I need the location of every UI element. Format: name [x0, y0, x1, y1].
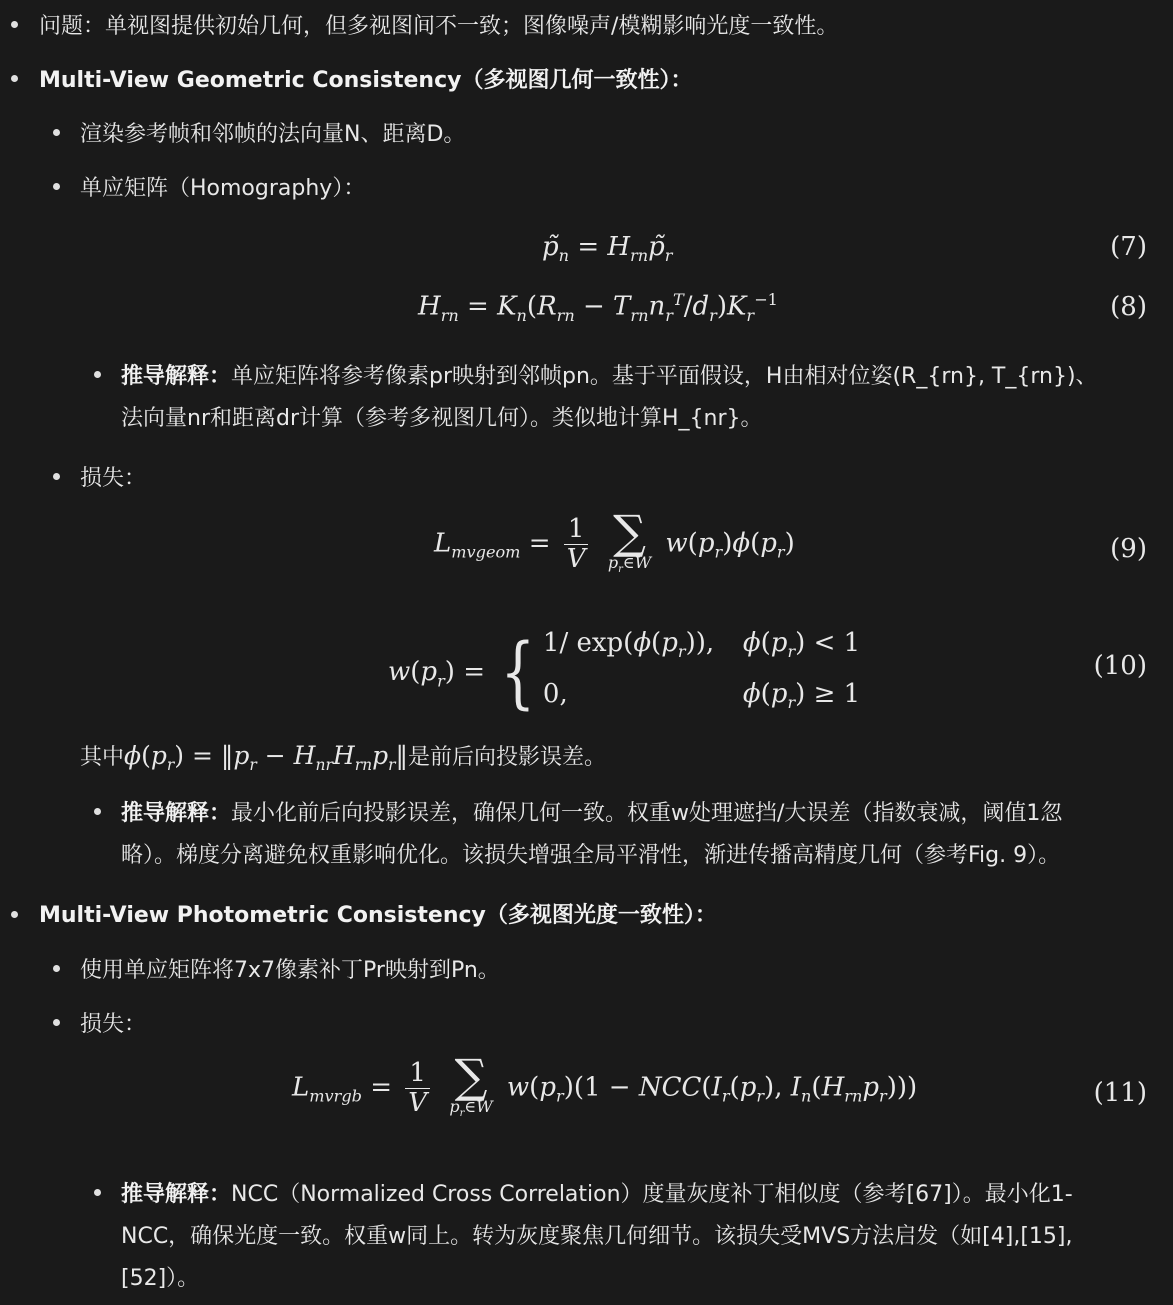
equation-number-7: (7)	[1110, 232, 1147, 262]
case-2-value: 0,	[542, 679, 568, 710]
equation-8: $H_{rn} = K_n(R_{rn} - T_{rn}n_r^T/d_r)K_r^{-1}$	[418, 290, 778, 325]
geo-loss-text: 损失：	[80, 466, 147, 491]
geo-render-text: 渲染参考帧和邻帧的法向量N、距离D。	[80, 122, 466, 147]
geo-explanation-1: 推导解释：单应矩阵将参考像素pr映射到邻帧pn。基于平面假设，H由相对位姿(R_{rn}, T_{rn})、	[121, 364, 1098, 389]
bullet-dot	[53, 1019, 60, 1026]
geo-explanation-1-cont: 法向量nr和距离dr计算（参考多视图几何）。类似地计算H_{nr}。	[121, 406, 763, 431]
equation-number-9: (9)	[1110, 534, 1147, 564]
bullet-dot	[53, 965, 60, 972]
photo-heading: Multi-View Photometric Consistency（多视图光度一致性）：	[39, 903, 717, 928]
bullet-dot	[94, 371, 101, 378]
problem-text: 问题：单视图提供初始几何，但多视图间不一致；图像噪声/模糊影响光度一致性。	[39, 14, 839, 39]
bullet-dot	[11, 911, 18, 918]
bullet-dot	[94, 808, 101, 815]
equation-number-10: (10)	[1093, 651, 1147, 681]
geo-explanation-2-cont: 略）。梯度分离避免权重影响优化。该损失增强全局平滑性，渐进传播高精度几何（参考Fig. 9）。	[121, 843, 1061, 868]
equation-number-8: (8)	[1110, 292, 1147, 322]
photo-explanation-cont-1: NCC，确保光度一致。权重w同上。转为灰度聚焦几何细节。该损失受MVS方法启发（如[4],[15],	[121, 1224, 1073, 1249]
equation-7: $p̃_n$ = $H_{rn}p̃_r$	[542, 232, 673, 266]
photo-explanation-cont-2: [52]）。	[121, 1266, 200, 1291]
equation-9: $L_{mvgeom}$ = $\frac{1}{V}$ ∑ $p_r\in W$ $w(p_r)\phi(p_r)$	[434, 505, 795, 576]
bullet-dot	[53, 129, 60, 136]
geo-explanation-2: 推导解释：最小化前后向投影误差，确保几何一致。权重w处理遮挡/大误差（指数衰减，阈值1忽	[121, 801, 1063, 826]
equation-11: $L_{mvrgb}$ = $\frac{1}{V}$ ∑ $p_r\in W$ $w(p_r)(1 - NCC(I_r(p_r)$, $I_n(H_{rn}p_r)$))	[292, 1049, 918, 1120]
where-line: 其中$\phi(p_r)$ = $‖p_r$ − $H_{nr}H_{rn}p_r‖$是前后向投影误差。	[80, 741, 607, 774]
bullet-dot	[94, 1189, 101, 1196]
bullet-dot	[53, 473, 60, 480]
case-2-condition: ≥ 1	[813, 679, 861, 710]
equation-number-11: (11)	[1093, 1078, 1147, 1108]
photo-loss-text: 损失：	[80, 1012, 147, 1037]
photo-explanation: 推导解释：NCC（Normalized Cross Correlation）度量灰度补丁相似度（参考[67]）。最小化1-	[121, 1182, 1073, 1207]
case-1-condition: < 1	[813, 628, 861, 658]
geo-homography-text: 单应矩阵（Homography）：	[80, 176, 366, 201]
bullet-dot	[53, 183, 60, 190]
bullet-dot	[11, 75, 18, 82]
equation-10: $w(p_r)$ = { 1/ $\exp(\phi(p_r))$, $\phi(p_r) < 1$ 0, $\phi(p_r) \ge 1$	[388, 622, 860, 724]
geo-heading: Multi-View Geometric Consistency（多视图几何一致性）：	[39, 68, 693, 93]
bullet-dot	[11, 21, 18, 28]
photo-patch-text: 使用单应矩阵将7x7像素补丁Pr映射到Pn。	[80, 958, 500, 983]
